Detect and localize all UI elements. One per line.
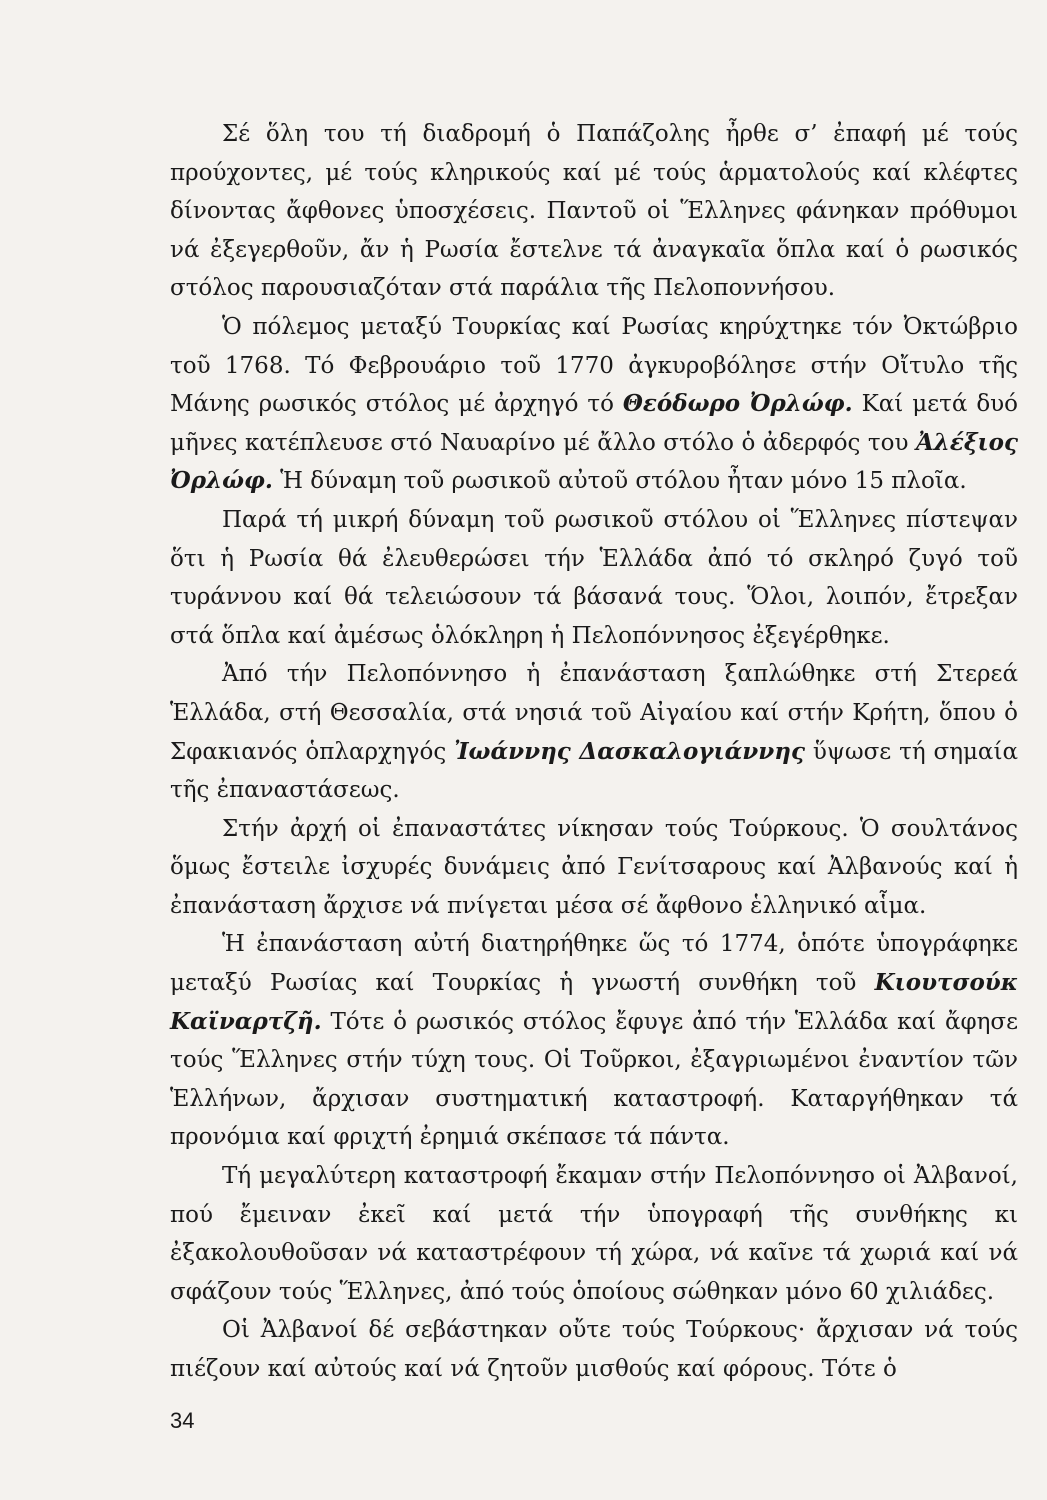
paragraph-3 bbox=[170, 501, 1018, 655]
paragraph-1 bbox=[170, 115, 1018, 308]
paragraph-1-text: Σέ ὅλη του τή διαδρομή ὁ Παπάζολης ἦρθε σ’ ἐπαφή μέ τούς προύχοντες, μέ τούς κληρικούς καί μέ τούς ἁρματολούς καί κλέφτες δίνοντας ἄφθονες ὑποσχέσεις. Παντοῦ οἱ Ἕλληνες φάνηκαν πρόθυμοι νά ἐξεγερθοῦν, ἄν ἡ Ρωσία ἔστελνε τά ἀναγκαῖα ὅπλα καί ὁ ρωσικός στόλος παρουσιαζόταν στά παράλια τῆς Πελοποννήσου. bbox=[170, 121, 1018, 302]
paragraph-7-text: Τή μεγαλύτερη καταστροφή ἔκαμαν στήν Πελοπόννησο οἱ Ἀλβανοί, πού ἔμειναν ἐκεῖ καί μετά τήν ὑπογραφή τῆς συνθήκης κι ἐξακολουθοῦσαν νά καταστρέφουν τή χώρα, νά καῖνε τά χωριά καί νά σφάζουν τούς Ἕλληνες, ἀπό τούς ὁποίους σώθηκαν μόνο 60 χιλιάδες. bbox=[170, 1163, 1018, 1305]
paragraph-6-text-a: Ἡ ἐπανάσταση αὐτή διατηρήθηκε ὥς τό 1774, ὁπότε ὑπογράφηκε μεταξύ Ρωσίας καί Τουρκίας ἡ γνωστή συνθήκη τοῦ bbox=[170, 931, 1018, 997]
paragraph-2-text-c: Ἡ δύναμη τοῦ ρωσικοῦ αὐτοῦ στόλου ἦταν μόνο 15 πλοῖα. bbox=[272, 468, 967, 495]
name-kiutsuk-kainarji: Κιουτσούκ Καϊναρτζῆ. bbox=[170, 969, 1018, 1035]
paragraph-4 bbox=[170, 655, 1018, 809]
paragraph-3-text: Παρά τή μικρή δύναμη τοῦ ρωσικοῦ στόλου οἱ Ἕλληνες πίστεψαν ὅτι ἡ Ρωσία θά ἐλευθερώσει τήν Ἑλλάδα ἀπό τό σκληρό ζυγό τοῦ τυράννου καί θά τελειώσουν τά βάσανά τους. Ὅλοι, λοιπόν, ἔτρεξαν στά ὅπλα καί ἀμέσως ὁλόκληρη ἡ Πελοπόννησος ἐξεγέρθηκε. bbox=[170, 506, 1018, 649]
paragraph-6 bbox=[170, 925, 1018, 1157]
paragraph-5-text: Στήν ἀρχή οἱ ἐπαναστάτες νίκησαν τούς Τούρκους. Ὁ σουλτάνος ὅμως ἔστειλε ἰσχυρές δυνάμεις ἀπό Γενίτσαρους καί Ἀλβανούς καί ἡ ἐπανάσταση ἄρχισε νά πνίγεται μέσα σέ ἄφθονο ἑλληνικό αἷμα. bbox=[170, 815, 1018, 919]
page-number: 34 bbox=[170, 1408, 195, 1433]
paragraph-6-text-b: Τότε ὁ ρωσικός στόλος ἔφυγε ἀπό τήν Ἑλλάδα καί ἄφησε τούς Ἕλληνες στήν τύχη τους. Οἱ Τοῦρκοι, ἐξαγριωμένοι ἐναντίον τῶν Ἑλλήνων, ἄρχισαν συστηματική καταστροφή. Καταργήθηκαν τά προνόμια καί φριχτή ἐρημιά σκέπασε τά πάντα. bbox=[170, 1008, 1018, 1151]
paragraph-5 bbox=[170, 810, 1018, 926]
name-daskalogiannis: Ἰωάννης Δασκαλογιάννης bbox=[454, 737, 805, 765]
paragraph-4-text-a: Ἀπό τήν Πελοπόννησο ἡ ἐπανάσταση ξαπλώθηκε στή Στερεά Ἑλλάδα, στή Θεσσαλία, στά νησιά τοῦ Αἰγαίου καί στήν Κρήτη, ὅπου ὁ Σφακιανός ὁπλαρχηγός bbox=[170, 661, 1018, 765]
paragraph-2-text-a: Ὁ πόλεμος μεταξύ Τουρκίας καί Ρωσίας κηρύχτηκε τόν Ὀκτώβριο τοῦ 1768. Τό Φεβρουάριο τοῦ 1770 ἀγκυροβόλησε στήν Οἴτυλο τῆς Μάνης ρωσικός στόλος μέ ἀρχηγό τό bbox=[170, 313, 1018, 418]
name-theodoros-orlof: Θεόδωρο Ὀρλώφ. bbox=[622, 390, 853, 418]
paragraph-8-text: Οἱ Ἀλβανοί δέ σεβάστηκαν οὔτε τούς Τούρκους· ἄρχισαν νά τούς πιέζουν καί αὐτούς καί νά ζητοῦν μισθούς καί φόρους. Τότε ὁ bbox=[170, 1317, 1018, 1382]
paragraph-8 bbox=[170, 1311, 1018, 1388]
paragraph-4-text-b: ὕψωσε τή σημαία τῆς ἐπαναστάσεως. bbox=[170, 738, 1018, 804]
body-text bbox=[170, 115, 1018, 1389]
paragraph-2-text-b: Καί μετά δυό μῆνες κατέπλευσε στό Ναυαρίνο μέ ἄλλο στόλο ὁ ἀδερφός του bbox=[170, 391, 1018, 456]
name-alexios-orlof: Ἀλέξιος Ὀρλώφ. bbox=[170, 428, 1018, 495]
paragraph-2 bbox=[170, 308, 1018, 501]
paragraph-7 bbox=[170, 1157, 1018, 1311]
